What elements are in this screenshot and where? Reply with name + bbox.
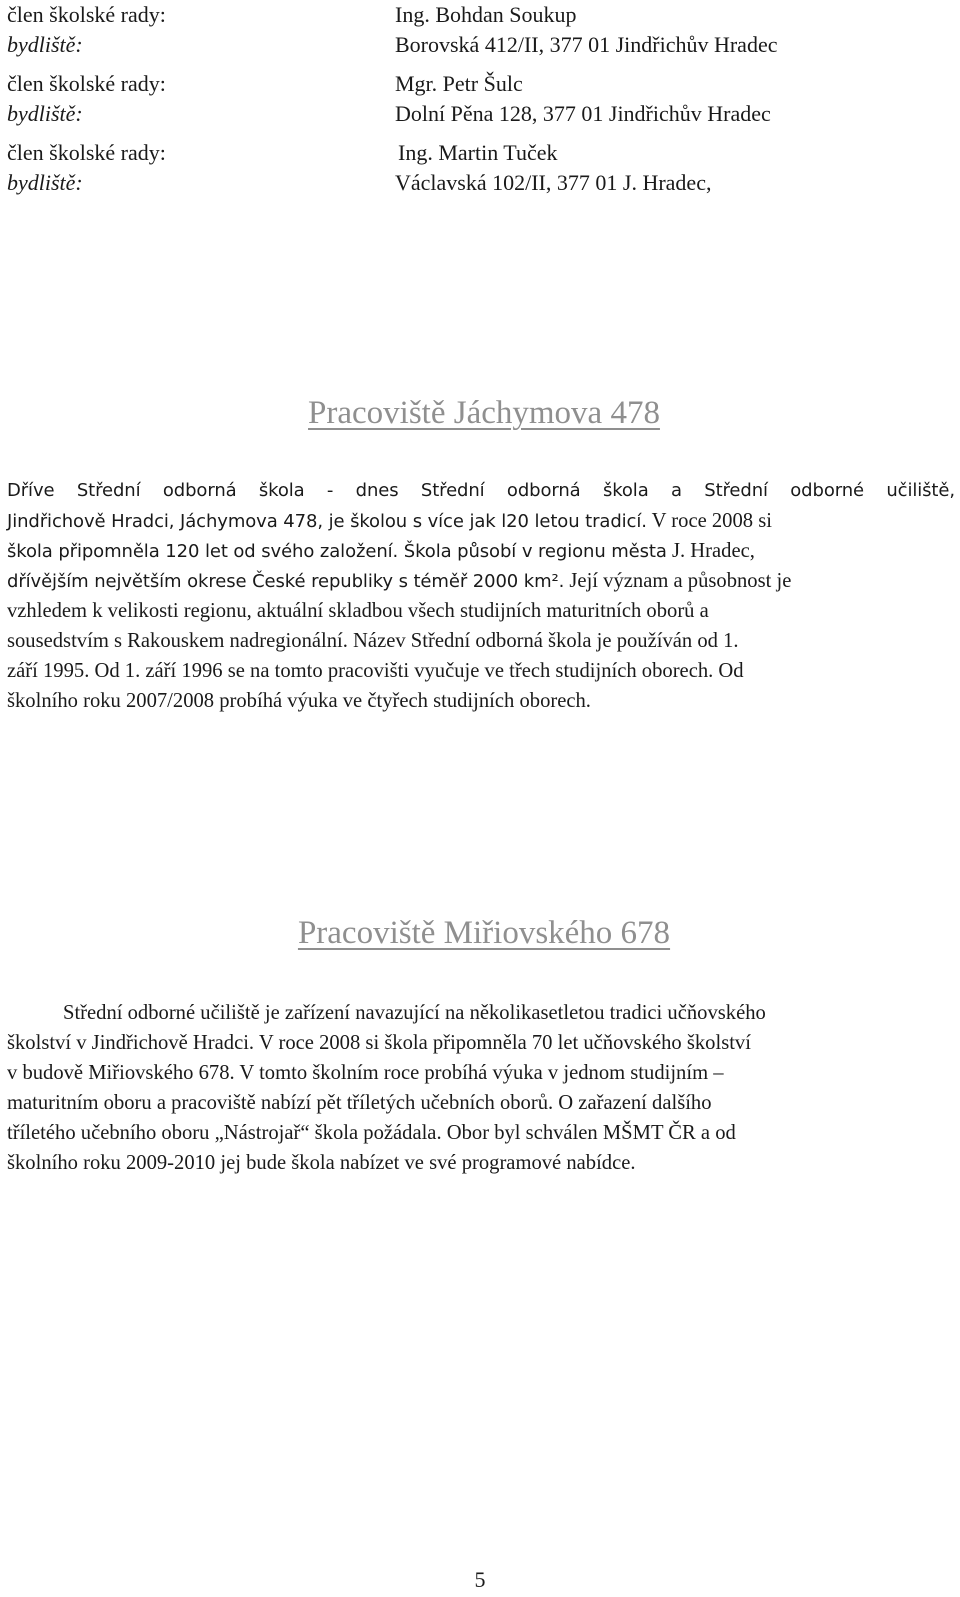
line-text: sousedstvím s Rakouskem nadregionální. Název Střední odborná škola je používán od 1. bbox=[7, 630, 739, 652]
member-residence-row bbox=[7, 99, 907, 129]
paragraph-line bbox=[7, 506, 955, 536]
line-text: školního roku 2007/2008 probíhá výuka ve čtyřech studijních oborech. bbox=[7, 690, 591, 712]
member-role-row bbox=[7, 69, 907, 99]
line-text: J. Hradec, bbox=[666, 540, 755, 562]
board-member bbox=[7, 0, 907, 60]
board-member bbox=[7, 69, 907, 129]
line-text: Její význam a působnost je bbox=[564, 570, 792, 592]
residence-label: bydliště: bbox=[7, 170, 83, 195]
member-address: Dolní Pěna 128, 377 01 Jindřichův Hradec bbox=[395, 101, 771, 126]
paragraph-line bbox=[7, 686, 955, 716]
role-label: člen školské rady: bbox=[7, 2, 166, 27]
line-text: V roce 2008 si bbox=[646, 510, 772, 532]
role-label: člen školské rady: bbox=[7, 140, 166, 165]
paragraph-line: maturitním oboru a pracoviště nabízí pět tříletých učebních oborů. O zařazení dalšího bbox=[7, 1092, 712, 1114]
section-heading-text: Pracoviště Miřiovského 678 bbox=[297, 915, 671, 951]
paragraph-line: v budově Miřiovského 678. V tomto školním roce probíhá výuka v jednom studijním – bbox=[7, 1062, 724, 1084]
member-name: Ing. Martin Tuček bbox=[398, 140, 558, 165]
member-name: Ing. Bohdan Soukup bbox=[395, 2, 577, 27]
paragraph-line bbox=[7, 596, 955, 626]
section-heading-mirovskeho bbox=[0, 913, 960, 953]
residence-label: bydliště: bbox=[7, 32, 83, 57]
member-residence-row bbox=[7, 30, 907, 60]
paragraph-line bbox=[7, 566, 955, 596]
line-text: Jindřichově Hradci, Jáchymova 478, je školou s více jak l20 letou tradicí. bbox=[7, 511, 647, 532]
member-role-row bbox=[7, 138, 907, 168]
line-text: vzhledem k velikosti regionu, aktuální skladbou všech studijních maturitních oborů a bbox=[7, 600, 709, 622]
board-member bbox=[7, 138, 907, 198]
member-residence-row bbox=[7, 168, 907, 198]
residence-label: bydliště: bbox=[7, 101, 83, 126]
role-label: člen školské rady: bbox=[7, 71, 166, 96]
line-text: dřívějším největším okrese České republiky s téměř 2000 km². bbox=[7, 571, 565, 592]
paragraph-line: Střední odborné učiliště je zařízení navazující na několikasetletou tradici učňovského bbox=[63, 1002, 766, 1024]
member-role-row bbox=[7, 0, 907, 30]
paragraph-line bbox=[7, 656, 955, 686]
line-text: Dříve Střední odborná škola - dnes Střední odborná škola a Střední odborné učiliště, bbox=[7, 480, 955, 501]
member-address: Václavská 102/II, 377 01 J. Hradec, bbox=[395, 170, 712, 195]
paragraph-line: tříletého učebního oboru „Nástrojař“ škola požádala. Obor byl schválen MŠMT ČR a od bbox=[7, 1122, 736, 1144]
page-number: 5 bbox=[474, 1567, 486, 1592]
paragraph-line: školního roku 2009-2010 jej bude škola nabízet ve své programové nabídce. bbox=[7, 1152, 636, 1174]
section-heading-text: Pracoviště Jáchymova 478 bbox=[308, 395, 660, 431]
paragraph-line bbox=[7, 536, 955, 566]
line-text: škola připomněla 120 let od svého založení. Škola působí v regionu města bbox=[7, 541, 667, 562]
school-board-members bbox=[7, 0, 907, 207]
paragraph-line bbox=[7, 626, 955, 656]
line-text: září 1995. Od 1. září 1996 se na tomto pracovišti vyučuje ve třech studijních oborech. Od bbox=[7, 660, 744, 682]
paragraph-line: školství v Jindřichově Hradci. V roce 2008 si škola připomněla 70 let učňovského školství bbox=[7, 1032, 751, 1054]
paragraph-mirovskeho bbox=[7, 998, 955, 1178]
paragraph-line bbox=[7, 476, 955, 506]
paragraph-jachymova bbox=[7, 476, 955, 716]
member-address: Borovská 412/II, 377 01 Jindřichův Hradec bbox=[395, 32, 778, 57]
section-heading-jachymova bbox=[0, 393, 960, 433]
member-name: Mgr. Petr Šulc bbox=[395, 71, 523, 96]
